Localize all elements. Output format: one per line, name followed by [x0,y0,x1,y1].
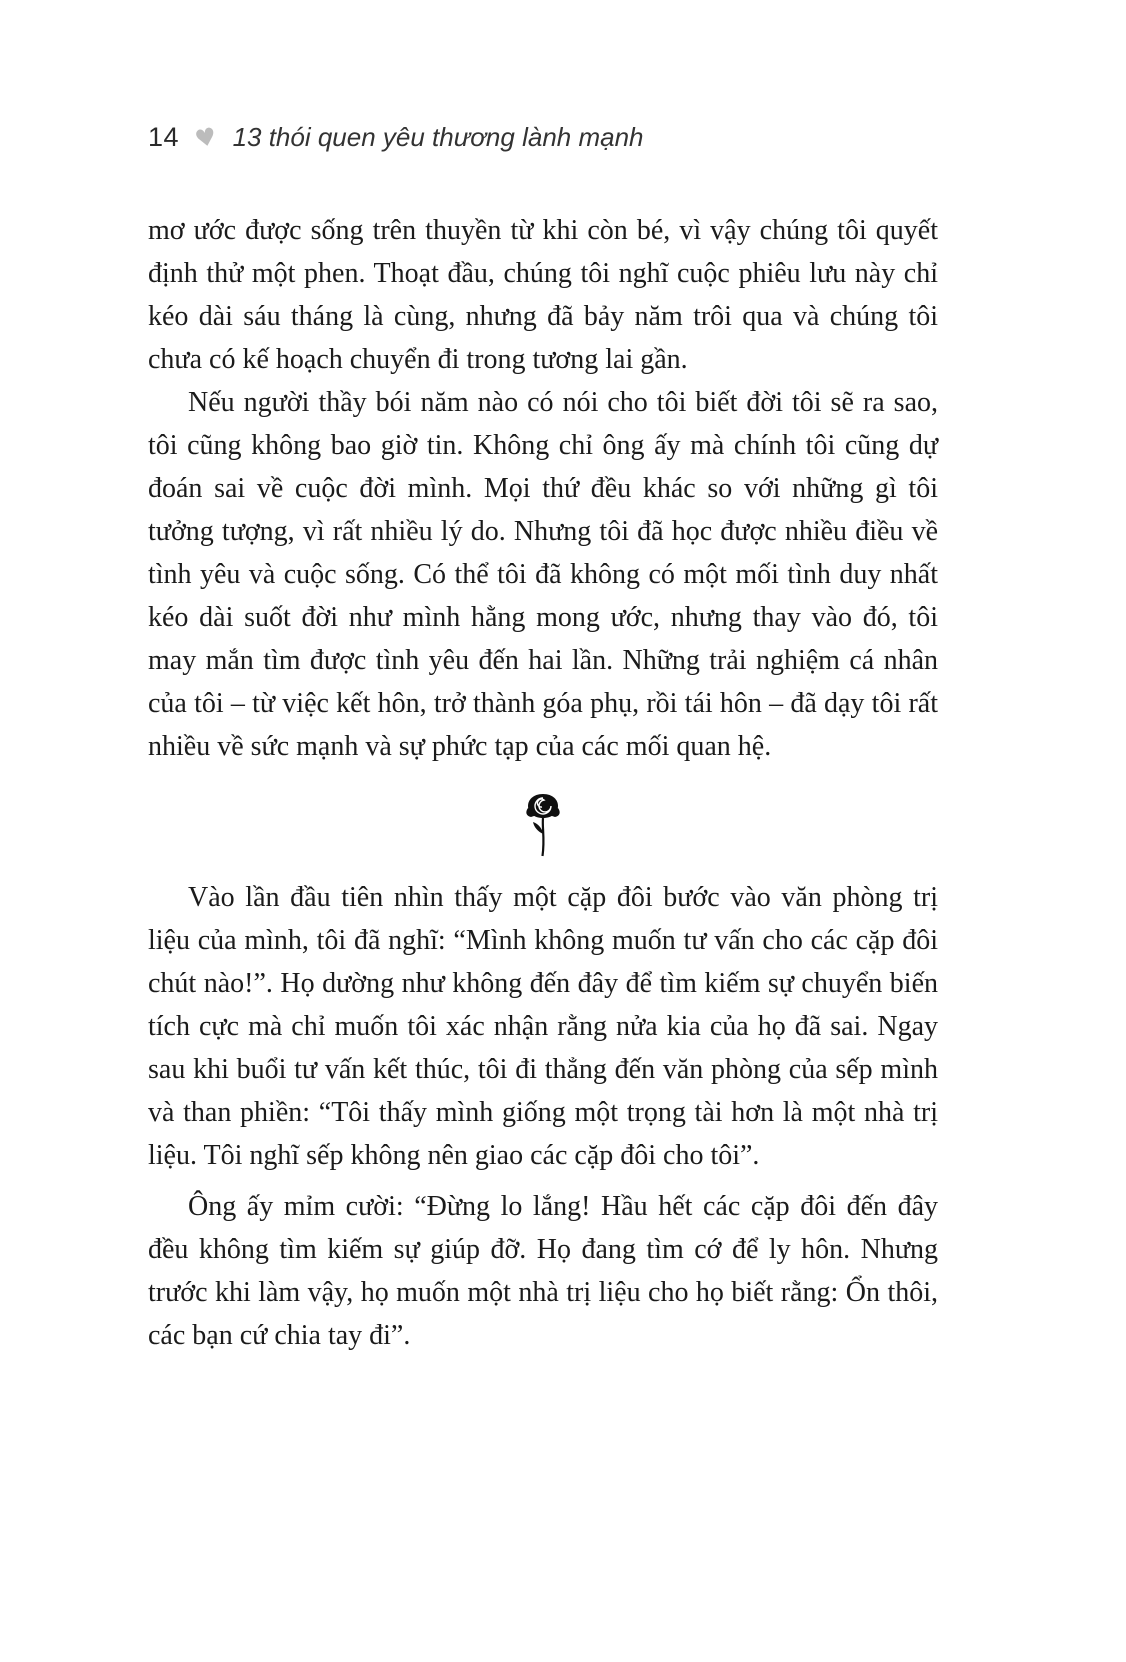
running-header [148,122,938,153]
page-body [148,209,938,1357]
paragraph: mơ ước được sống trên thuyền từ khi còn bé, vì vậy chúng tôi quyết định thử một phen. Thoạt đầu, chúng tôi nghĩ cuộc phiêu lưu này chỉ kéo dài sáu tháng là cùng, nhưng đã bảy năm trôi qua và chúng tôi chưa có kế hoạch chuyển đi trong tương lai gần. [148,215,938,375]
paragraph: Nếu người thầy bói năm nào có nói cho tôi biết đời tôi sẽ ra sao, tôi cũng không bao giờ tin. Không chỉ ông ấy mà chính tôi cũng dự đoán sai về cuộc đời mình. Mọi thứ đều khác so với những gì tôi tưởng tượng, vì rất nhiều lý do. Nhưng tôi đã học được nhiều điều về tình yêu và cuộc sống. Có thể tôi đã không có một mối tình duy nhất kéo dài suốt đời như mình hằng mong ước, nhưng thay vào đó, tôi may mắn tìm được tình yêu đến hai lần. Những trải nghiệm cá nhân của tôi – từ việc kết hôn, trở thành góa phụ, rồi tái hôn – đã dạy tôi rất nhiều về sức mạnh và sự phức tạp của các mối quan hệ. [148,387,938,762]
rose-icon [523,792,563,858]
heart-icon: ♥ [192,121,220,154]
paragraph: Ông ấy mỉm cười: “Đừng lo lắng! Hầu hết các cặp đôi đến đây đều không tìm kiếm sự giúp đỡ. Họ đang tìm cớ để ly hôn. Nhưng trước khi làm vậy, họ muốn một nhà trị liệu cho họ biết rằng: Ổn thôi, các bạn cứ chia tay đi”. [148,1191,938,1351]
paragraph: Vào lần đầu tiên nhìn thấy một cặp đôi bước vào văn phòng trị liệu của mình, tôi đã nghĩ: “Mình không muốn tư vấn cho các cặp đôi chút nào!”. Họ dường như không đến đây để tìm kiếm sự chuyển biến tích cực mà chỉ muốn tôi xác nhận rằng nửa kia của họ đã sai. Ngay sau khi buổi tư vấn kết thúc, tôi đi thẳng đến văn phòng của sếp mình và than phiền: “Tôi thấy mình giống một trọng tài hơn là một nhà trị liệu. Tôi nghĩ sếp không nên giao các cặp đôi cho tôi”. [148,882,938,1171]
section-divider [148,792,938,858]
running-head-book-title: 13 thói quen yêu thương lành mạnh [232,122,644,152]
page-number: 14 [148,122,180,152]
